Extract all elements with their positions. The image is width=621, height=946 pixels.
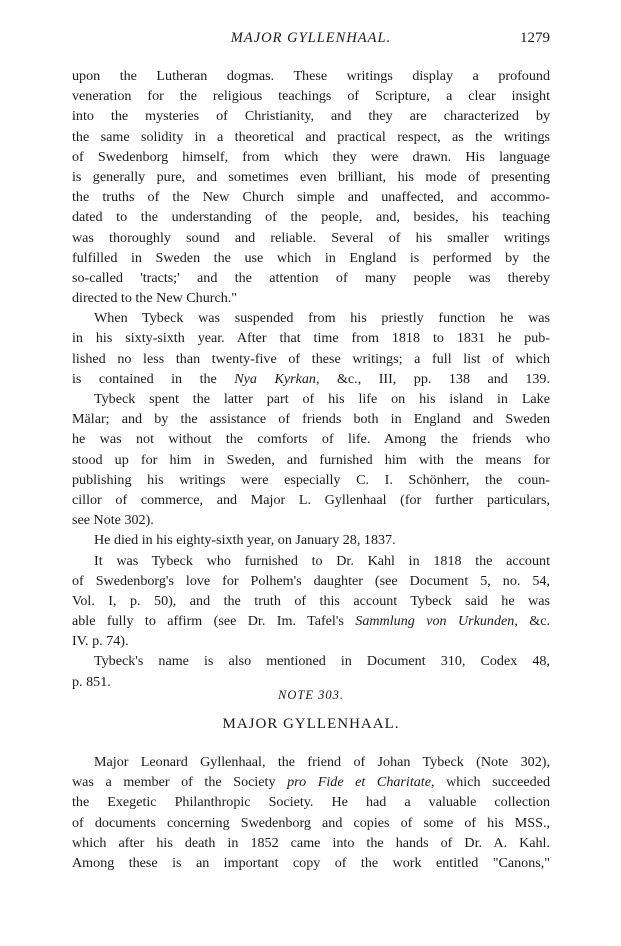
note-text: [72, 752, 550, 873]
text-line: directed to the New Church.": [72, 290, 238, 307]
note-title: MAJOR GYLLENHAAL.: [222, 716, 400, 732]
main-text: [72, 66, 550, 692]
text-line: of documents concerning Swedenborg and copies of some of his MSS.,: [72, 814, 550, 831]
running-head: MAJOR GYLLENHAAL.: [230, 30, 392, 46]
text-line: Mälar; and by the assistance of friends both in England and Sweden: [72, 411, 550, 428]
text-run: , &c., III, pp. 138 and 139.: [315, 370, 550, 387]
text-line: Major Leonard Gyllenhaal, the friend of Johan Tybeck (Note 302),: [94, 754, 550, 770]
text-line: IV. p. 74).: [72, 633, 129, 650]
text-line: Among these is an important copy of the work entitled "Canons,": [72, 854, 550, 871]
text-line: dated to the understanding of the people, and, besides, his teaching: [72, 209, 550, 226]
text-line: publishing his writings were especially C. I. Schönherr, the coun-: [72, 471, 550, 488]
page-number: 1279: [520, 30, 550, 46]
text-line: he was not without the comforts of life. Among the friends who: [72, 431, 550, 448]
text-line: stood up for him in Sweden, and furnished him with the means for: [72, 451, 550, 468]
note-label: [72, 688, 550, 703]
text-line: is generally pure, and sometimes even brilliant, his mode of presenting: [72, 168, 550, 185]
text-line: see Note 302).: [72, 512, 154, 529]
text-run: is contained in the: [72, 370, 235, 387]
text-line: the same solidity in a theoretical and practical respect, as the writings: [72, 128, 550, 145]
text-line: the Exegetic Philanthropic Society. He had a valuable collection: [72, 794, 550, 811]
text-line: p. 851.: [72, 673, 111, 690]
text-line: was thoroughly sound and reliable. Several of his smaller writings: [72, 229, 550, 246]
text-line: Tybeck spent the latter part of his life on his island in Lake: [94, 391, 550, 407]
text-line: the truths of the New Church simple and unaffected, and accommo-: [72, 189, 550, 206]
text-line: of Swedenborg himself, from which they were drawn. His language: [72, 148, 550, 165]
text-line: into the mysteries of Christianity, and they are characterized by: [72, 108, 550, 125]
italic-society-name: pro Fide et Charitate: [287, 774, 431, 791]
text-line: fulfilled in Sweden the use which in England is performed by the: [72, 249, 550, 266]
text-line: which after his death in 1852 came into the hands of Dr. A. Kahl.: [72, 834, 550, 851]
italic-title: Sammlung von Urkunden: [355, 613, 515, 630]
page-header: [72, 30, 550, 52]
text-line: [72, 611, 550, 631]
text-line: lished no less than twenty-five of these writings; a full list of which: [72, 350, 550, 367]
text-line: veneration for the religious teachings of Scripture, a clear insight: [72, 88, 550, 105]
text-line: cillor of commerce, and Major L. Gyllenhaal (for further particulars,: [72, 491, 550, 508]
text-line: [72, 369, 550, 389]
text-line: When Tybeck was suspended from his priestly function he was: [94, 310, 550, 327]
note-label-word: NOTE: [278, 688, 314, 702]
text-run: able fully to affirm (see Dr. Im. Tafel's: [72, 613, 356, 630]
text-line: Vol. I, p. 50), and the truth of this account Tybeck said he was: [72, 592, 550, 609]
text-line: He died in his eighty-sixth year, on January 28, 1837.: [94, 532, 396, 549]
italic-title: Nya Kyrkan: [234, 370, 316, 387]
text-line: upon the Lutheran dogmas. These writings display a profound: [72, 68, 550, 84]
text-line: of Swedenborg's love for Polhem's daughter (see Document 5, no. 54,: [72, 572, 550, 589]
text-line: It was Tybeck who furnished to Dr. Kahl in 1818 the account: [94, 552, 550, 569]
text-run: , which succeeded: [430, 774, 550, 791]
text-run: was a member of the Society: [72, 774, 288, 791]
text-line: Tybeck's name is also mentioned in Document 310, Codex 48,: [94, 653, 550, 670]
text-run: , &c.: [514, 613, 551, 630]
text-line: in his sixty-sixth year. After that time from 1818 to 1831 he pub-: [72, 330, 550, 347]
text-line: [72, 772, 550, 792]
text-line: so-called 'tracts;' and the attention of many people was thereby: [72, 269, 550, 286]
note-number: 303.: [313, 688, 344, 702]
